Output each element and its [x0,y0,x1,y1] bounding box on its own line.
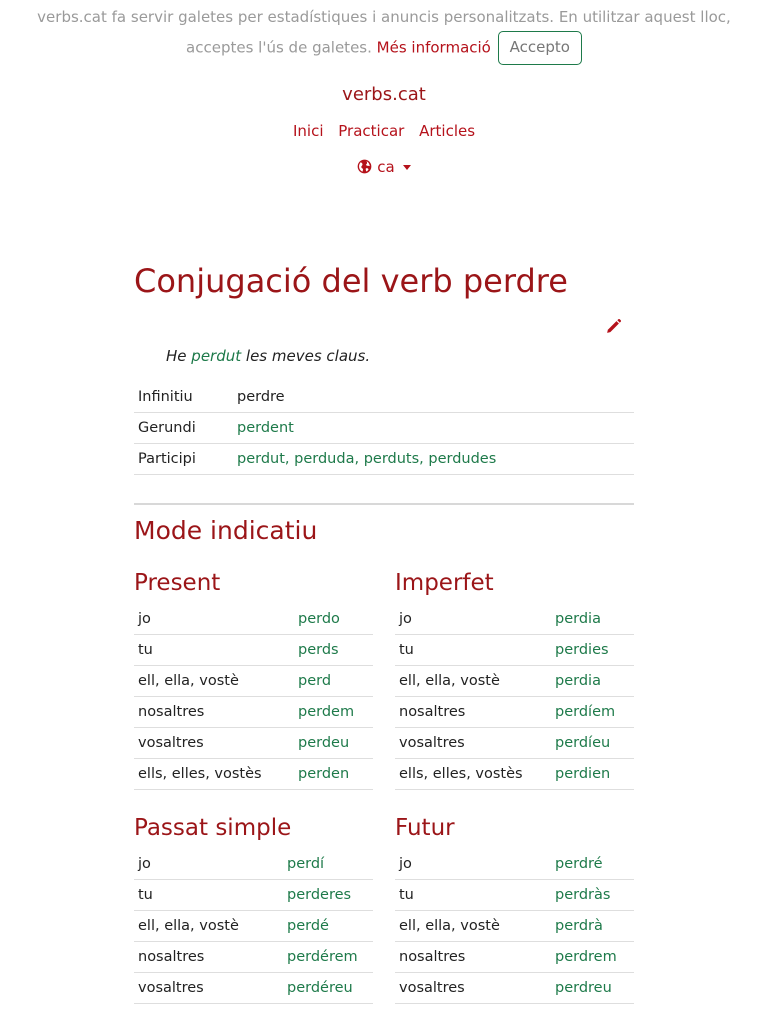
conjugation-table [395,849,634,1004]
pronoun: nosaltres [395,697,555,728]
section-divider [134,503,634,505]
language-selector[interactable] [0,158,768,178]
nav-practicar[interactable]: Practicar [338,122,405,140]
table-row [395,728,634,759]
verb-form: perds [298,635,373,666]
example-before: He [166,347,187,365]
pronoun: tu [134,635,298,666]
verb-form: perdem [298,697,373,728]
table-row [134,942,373,973]
participle-form: perduda [294,451,355,467]
tense-title: Passat simple [134,815,292,841]
pronoun: jo [134,849,287,880]
verb-form: perdrem [555,942,634,973]
participle-values: perdut, perduda, perduts, perdudes [237,444,634,475]
participle-label: Participi [134,444,237,475]
gerund-value: perdent [237,413,634,444]
verb-form: perdia [555,604,634,635]
verb-form: perdíeu [555,728,634,759]
pronoun: nosaltres [134,942,287,973]
table-row [134,880,373,911]
pronoun: ell, ella, vostè [395,666,555,697]
example-sentence [166,347,370,365]
verb-form: perden [298,759,373,790]
tense-imperfet [395,568,634,790]
cookie-text-line2: acceptes l'ús de galetes. [186,38,372,57]
verb-forms-table [134,382,634,475]
table-row [134,697,373,728]
verb-form: perdien [555,759,634,790]
table-row [134,666,373,697]
accept-cookies-button[interactable]: Accepto [498,31,582,65]
participle-form: perdut [237,451,285,467]
pronoun: jo [134,604,298,635]
pronoun: ells, elles, vostès [134,759,298,790]
caret-down-icon [403,165,411,170]
table-row [395,697,634,728]
conjugation-table [134,604,373,790]
table-row [134,973,373,1004]
participle-form: perduts [363,451,420,467]
participle-form: perdudes [428,451,497,467]
table-row [395,666,634,697]
verb-form: perdeu [298,728,373,759]
site-brand[interactable]: verbs.cat [342,84,426,105]
verb-form: perdràs [555,880,634,911]
table-row [134,911,373,942]
verb-form: perd [298,666,373,697]
globe-icon [357,159,372,178]
pronoun: nosaltres [134,697,298,728]
table-row [395,849,634,880]
table-row [134,444,634,475]
pronoun: vosaltres [134,973,287,1004]
pronoun: ell, ella, vostè [134,666,298,697]
tense-passat-simple [134,813,373,1004]
pronoun: tu [395,880,555,911]
tense-title: Futur [395,815,455,841]
table-row [395,942,634,973]
table-row [134,604,373,635]
page-title: Conjugació del verb perdre [134,262,568,300]
table-row [134,413,634,444]
language-code: ca [377,158,395,176]
table-row [395,635,634,666]
pronoun: nosaltres [395,942,555,973]
pronoun: vosaltres [134,728,298,759]
main-nav [0,122,768,140]
table-row [395,759,634,790]
verb-form: perdrà [555,911,634,942]
table-row [134,728,373,759]
infinitive-value: perdre [237,382,634,413]
pronoun: vosaltres [395,728,555,759]
verb-form: perdo [298,604,373,635]
edit-pencil-icon[interactable] [605,318,622,339]
nav-inici[interactable]: Inici [292,122,324,140]
pronoun: tu [134,880,287,911]
pronoun: ell, ella, vostè [395,911,555,942]
infinitive-label: Infinitiu [134,382,237,413]
conjugation-table [395,604,634,790]
table-row [134,759,373,790]
verb-form: perdies [555,635,634,666]
nav-articles[interactable]: Articles [419,122,476,140]
table-row [134,382,634,413]
tense-title: Present [134,570,221,596]
example-highlight: perdut [191,347,242,365]
tense-futur [395,813,634,1004]
pronoun: tu [395,635,555,666]
tense-present [134,568,373,790]
gerund-label: Gerundi [134,413,237,444]
mode-heading: Mode indicatiu [134,516,318,545]
more-info-link[interactable]: Més informació [376,38,491,57]
cookie-banner [0,0,768,65]
verb-form: perdérem [287,942,373,973]
verb-form: perdré [555,849,634,880]
pronoun: jo [395,604,555,635]
table-row [395,604,634,635]
verb-form: perdia [555,666,634,697]
pronoun: jo [395,849,555,880]
verb-form: perdíem [555,697,634,728]
conjugation-table [134,849,373,1004]
verb-form: perdreu [555,973,634,1004]
verb-form: perdé [287,911,373,942]
table-row [134,635,373,666]
verb-form: perderes [287,880,373,911]
tense-title: Imperfet [395,570,494,596]
verb-form: perdí [287,849,373,880]
pronoun: vosaltres [395,973,555,1004]
cookie-text-line1: verbs.cat fa servir galetes per estadístiques i anuncis personalitzats. En utilitzar aquest lloc, [37,8,731,26]
pronoun: ell, ella, vostè [134,911,287,942]
table-row [395,973,634,1004]
table-row [134,849,373,880]
table-row [395,880,634,911]
table-row [395,911,634,942]
pronoun: ells, elles, vostès [395,759,555,790]
verb-form: perdéreu [287,973,373,1004]
example-after: les meves claus. [245,347,371,365]
